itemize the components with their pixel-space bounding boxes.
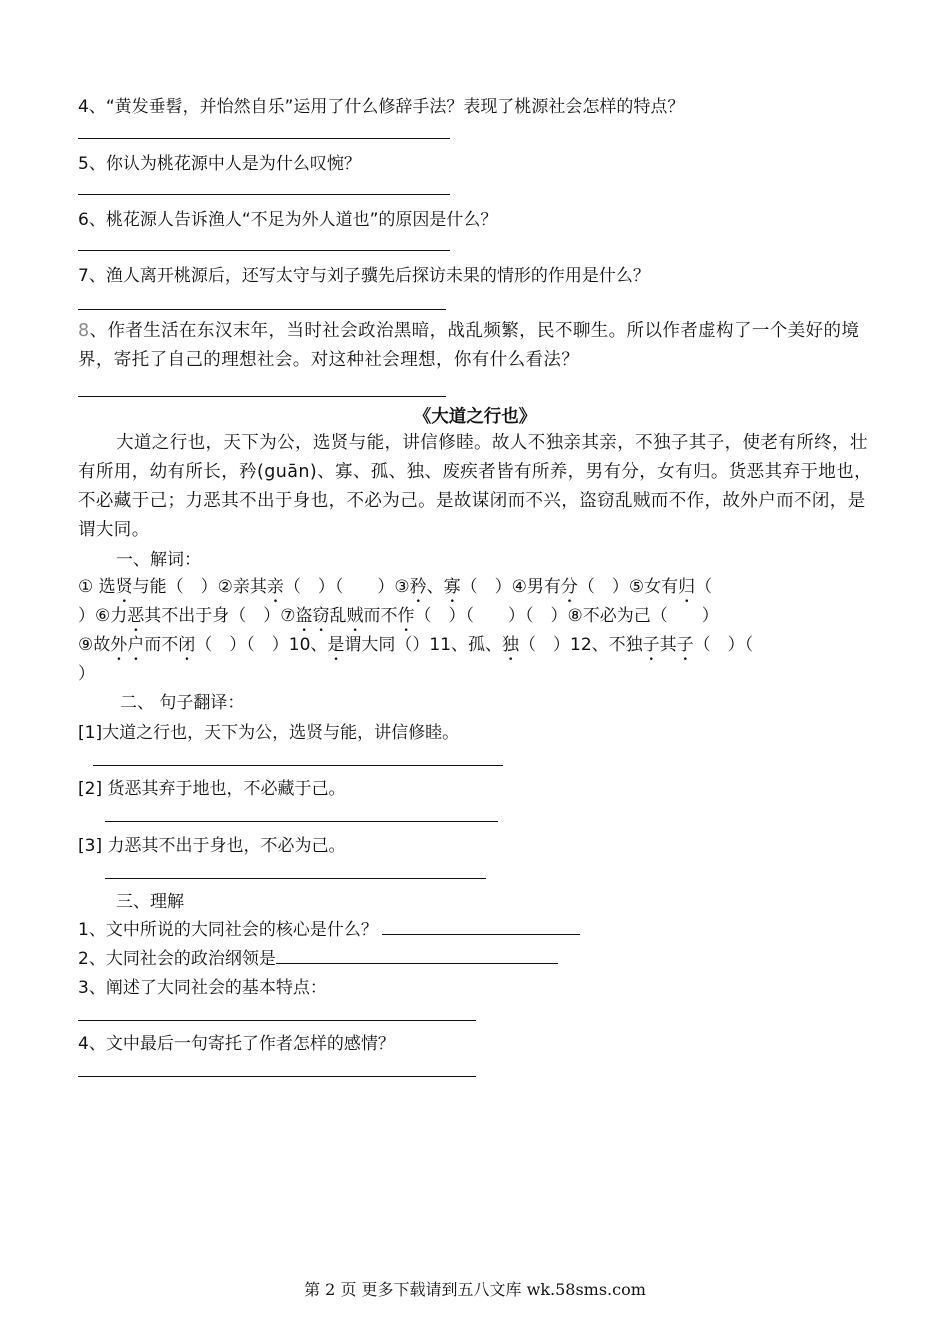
answer-line-c3[interactable] — [78, 1020, 476, 1021]
emphasized-char: 贤 — [115, 577, 133, 597]
comprehension-q3: 3、阐述了大同社会的基本特点： — [78, 978, 327, 998]
translation-sentence-2: [2] 货恶其弃于地也，不必藏于己。 — [78, 779, 346, 799]
question-6: 6、桃花源人告诉渔人“不足为外人道也”的原因是什么？ — [78, 210, 498, 230]
passage: 大道之行也，天下为公，选贤与能，讲信修睦。故人不独亲其亲，不独子其子，使老有所终，壮有所用，幼有所长，矜(guān)、寡、孤、独、废疾者皆有所养，男有分，女有归。货恶其弃于地也，不必藏于己；力恶其不出于身也，不必为己。是故谋闭而不兴，盗窃乱贼而不作，故外户而不闭，是谓大同。 — [78, 433, 872, 540]
question-8-text: 、作者生活在东汉末年，当时社会政治黑暗，战乱频繁，民不聊生。所以作者虚构了一个美好的境界，寄托了自己的理想社会。对这种社会理想，你有什么看法？ — [78, 321, 860, 370]
answer-line-c4[interactable] — [78, 1076, 476, 1077]
answer-line-q7[interactable] — [78, 309, 446, 310]
vocab-heading: 一、解词： — [116, 550, 201, 570]
comprehension-q2: 2、大同社会的政治纲领是 — [78, 944, 558, 969]
translation-sentence-1: [1]大道之行也，天下为公，选贤与能，讲信修睦。 — [78, 723, 460, 743]
question-8-number: 8 — [78, 321, 90, 341]
page-footer: 第 2 页 更多下载请到五八文库 wk.58sms.com — [304, 1280, 646, 1299]
question-4: 4、“黄发垂髫，并怡然自乐”运用了什么修辞手法？表现了桃源社会怎样的特点？ — [78, 97, 685, 117]
answer-line-q5[interactable] — [78, 194, 450, 195]
emphasized-char: 寡 — [443, 577, 461, 597]
answer-line-translation-1[interactable] — [93, 765, 503, 766]
answer-line-q4[interactable] — [78, 138, 450, 139]
comprehension-q1: 1、文中所说的大同社会的核心是什么？ — [78, 915, 580, 940]
vocab-row-4: ） — [78, 664, 95, 684]
emphasized-char: 亲 — [266, 577, 284, 597]
emphasized-char: 分 — [560, 577, 578, 597]
comprehension-q4: 4、文中最后一句寄托了作者怎样的感情？ — [78, 1034, 395, 1054]
emphasized-char: 矜 — [409, 577, 427, 597]
vocab-row-1: ① 选贤与能（ ）②亲其亲（ ）（ ）③矜、寡（ ）④男有分（ ）⑤女有归（ — [78, 577, 713, 597]
emphasized-char: 子 — [676, 635, 694, 655]
emphasized-char: 闭 — [178, 635, 196, 655]
vocab-row-3: ⑨故外户而不闭（ ）（ ）10、是谓大同（）11、孤、独（ ）12、不独子其子（ ）（ — [78, 635, 754, 655]
emphasized-char: 是 — [327, 635, 345, 655]
answer-line-q6[interactable] — [78, 250, 450, 251]
emphasized-char: 独 — [502, 635, 520, 655]
question-5: 5、你认为桃花源中人是为什么叹惋？ — [78, 154, 361, 174]
answer-blank-c1[interactable] — [382, 918, 580, 935]
emphasized-char: 盗窃 — [295, 606, 330, 626]
translation-sentence-3: [3] 力恶其不出于身也，不必为己。 — [78, 836, 346, 856]
emphasized-char: 作 — [397, 606, 415, 626]
emphasized-char: 贼 — [346, 606, 364, 626]
emphasized-char: 归 — [678, 577, 696, 597]
question-7: 7、渔人离开桃源后，还写太守与刘子骥先后探访未果的情形的作用是什么？ — [78, 266, 650, 286]
answer-blank-c2[interactable] — [276, 947, 558, 964]
emphasized-char: 外户 — [110, 635, 145, 655]
translation-heading: 二、 句子翻译： — [120, 693, 245, 713]
comprehension-heading: 三、理解 — [116, 892, 184, 912]
emphasized-char: 恶 — [127, 606, 145, 626]
answer-line-q8[interactable] — [78, 396, 446, 397]
vocab-row-2: ）⑥力恶其不出于身（ ）⑦盗窃乱贼而不作（ ）（ ）（ ）⑧不必为己（ ） — [78, 606, 719, 626]
emphasized-char: 子 — [642, 635, 660, 655]
answer-line-translation-2[interactable] — [105, 821, 498, 822]
section-title: 《大道之行也》 — [413, 407, 537, 427]
answer-line-translation-3[interactable] — [105, 878, 486, 879]
question-8 — [78, 317, 878, 375]
